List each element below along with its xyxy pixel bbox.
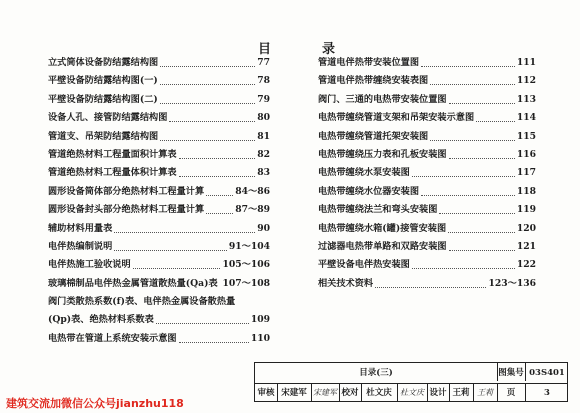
toc-entry-page: 78: [257, 75, 270, 87]
toc-entry-page: 117: [516, 167, 536, 179]
toc-entry-page: 113: [516, 93, 536, 105]
toc-entry-page: 115: [516, 130, 536, 142]
toc-entry-title: (Qp)表、绝热材料系数表: [48, 314, 154, 326]
dot-leader: [449, 250, 515, 251]
toc-entry-title: 平壁设备防结露结构图(一): [48, 75, 158, 87]
toc-entry-page: 123～136: [488, 277, 536, 289]
toc-entry-page: 77: [257, 57, 270, 68]
dot-leader: [133, 268, 220, 269]
toc-entry-title: 电伴热施工验收说明: [48, 259, 131, 271]
watermark-text: 建筑交流加微信公众号jianzhu118: [6, 397, 184, 410]
toc-entry: [48, 183, 270, 201]
dot-leader: [160, 84, 255, 85]
dot-leader: [448, 232, 515, 233]
toc-entry: [318, 72, 536, 90]
toc-entry-page: 114: [516, 112, 536, 124]
dot-leader: [430, 84, 515, 85]
toc-entry-title: 平壁设备防结露结构图(二): [48, 93, 158, 105]
toc-left-column: [48, 54, 270, 348]
page-number: 3: [544, 388, 550, 398]
reviewer-name: 宋建军: [281, 388, 307, 398]
dot-leader: [179, 158, 255, 159]
checker-name: 杜文庆: [366, 388, 392, 398]
dot-leader: [156, 323, 249, 324]
toc-entry: [318, 164, 536, 182]
dot-leader: [169, 121, 255, 122]
toc-entry: [318, 54, 536, 72]
toc-entry-title: 电热带缠绕水位器安装图: [318, 185, 420, 197]
toc-entry-page: 81: [257, 130, 270, 142]
dot-leader: [375, 287, 486, 288]
toc-entry: [48, 256, 270, 274]
toc-entry-title: 平壁设备电伴热安装图: [318, 259, 410, 271]
toc-entry: [318, 128, 536, 146]
toc-entry-page: 83: [257, 167, 270, 179]
design-label: 设计: [429, 388, 447, 398]
toc-entry-page: 119: [516, 204, 536, 216]
toc-entry-title: 圆形设备封头部分绝热材料工程量计算: [48, 204, 205, 216]
reviewer-signature: 宋建军: [313, 388, 337, 397]
designer-name: 王莉: [452, 388, 470, 398]
title-block: [254, 362, 568, 402]
dot-leader: [114, 232, 255, 233]
check-label: 校对: [341, 388, 359, 398]
toc-entry-title: 阀门类散热系数(f)表、电伴热金属设备散热量: [48, 296, 236, 308]
dot-leader: [160, 66, 255, 67]
toc-entry: [48, 330, 270, 348]
page-label: 页: [506, 388, 516, 398]
toc-entry: [318, 238, 536, 256]
toc-entry-page: 87～89: [235, 204, 270, 216]
toc-entry: [48, 72, 270, 90]
toc-entry: [318, 220, 536, 238]
dot-leader: [449, 158, 515, 159]
toc-entry-page: 111: [516, 57, 536, 68]
toc-entry: [48, 54, 270, 72]
toc-entry: [48, 109, 270, 127]
toc-entry-page: 82: [257, 148, 270, 160]
toc-entry: [318, 183, 536, 201]
toc-entry: [318, 109, 536, 127]
heading-left-char: 目: [258, 42, 274, 57]
dot-leader: [439, 213, 515, 214]
toc-entry-page: 80: [257, 112, 270, 124]
toc-entry-title: 电热带缠绕水泵安装图: [318, 167, 410, 179]
toc-entry-page: 110: [250, 332, 270, 344]
atlas-no-label: 图集号: [498, 368, 524, 378]
toc-entry: [48, 275, 270, 293]
toc-entry: [48, 238, 270, 256]
toc-entry-title: 电热带缠绕管道托架安装图: [318, 130, 429, 142]
toc-entry: [48, 201, 270, 219]
toc-entry-page: 120: [516, 222, 536, 234]
toc-entry: [318, 275, 536, 293]
toc-entry-title: 管道电伴热带安装位置图: [318, 57, 420, 68]
toc-entry-title: 相关技术资料: [318, 277, 374, 289]
toc-entry-page: 105～106: [222, 259, 270, 271]
toc-entry-page: 84～86: [235, 185, 270, 197]
dot-leader: [449, 103, 515, 104]
toc-entry-page: 121: [516, 240, 536, 252]
toc-entry: [48, 164, 270, 182]
toc-entry-title: 立式筒体设备防结露结构图: [48, 57, 159, 68]
toc-entry: [48, 220, 270, 238]
toc-entry-title: 阀门、三通的电热带安装位置图: [318, 93, 447, 105]
toc-entry: [48, 293, 270, 311]
dot-leader: [206, 213, 233, 214]
toc-entry: [318, 146, 536, 164]
heading-right-char: 录: [322, 42, 338, 57]
toc-entry-title: 管道电伴热带缠绕安装表图: [318, 75, 429, 87]
toc-entry-title: 电热带在管道上系统安装示意图: [48, 332, 177, 344]
toc-entry-page: 109: [250, 314, 270, 326]
toc-entry-title: 电热带缠绕水箱(罐)接管安装图: [318, 222, 447, 234]
review-label: 审核: [257, 388, 275, 398]
dot-leader: [412, 176, 515, 177]
toc-right-column: [318, 54, 536, 293]
dot-leader: [179, 342, 249, 343]
toc-entry-page: 112: [516, 75, 536, 87]
toc-entry-title: 玻璃棉制品电伴热金属管道散热量(Qa)表: [48, 277, 218, 289]
toc-entry: [48, 311, 270, 329]
dot-leader: [160, 103, 255, 104]
dot-leader: [421, 66, 515, 67]
toc-entry-title: 过滤器电热带单路和双路安装图: [318, 240, 447, 252]
toc-entry-title: 圆形设备筒体部分绝热材料工程量计算: [48, 185, 205, 197]
toc-entry: [318, 256, 536, 274]
designer-signature: 王莉: [477, 388, 493, 397]
dot-leader: [179, 176, 255, 177]
toc-entry-title: 管道绝热材料工程量面积计算表: [48, 148, 177, 160]
toc-entry: [48, 146, 270, 164]
toc-entry-page: 79: [257, 93, 270, 105]
checker-signature: 杜文庆: [400, 388, 424, 397]
toc-entry-page: 118: [516, 185, 536, 197]
toc-entry: [318, 91, 536, 109]
toc-entry-title: 设备人孔、接管防结露结构图: [48, 112, 168, 124]
toc-entry-title: 辅助材料用量表: [48, 222, 113, 234]
toc-entry-title: 电伴热编制说明: [48, 240, 113, 252]
dot-leader: [476, 121, 515, 122]
dot-leader: [412, 268, 515, 269]
toc-entry-title: 管道绝热材料工程量体积计算表: [48, 167, 177, 179]
dot-leader: [206, 195, 233, 196]
dot-leader: [421, 195, 515, 196]
toc-entry-page: 90: [257, 222, 270, 234]
toc-entry-title: 管道支、吊架防结露结构图: [48, 130, 159, 142]
toc-entry: [48, 128, 270, 146]
toc-entry-page: 91～104: [228, 240, 270, 252]
dot-leader: [114, 250, 227, 251]
toc-entry-page: 107～108: [222, 277, 270, 289]
toc-entry-page: 122: [516, 259, 536, 271]
toc-entry: [318, 201, 536, 219]
toc-entry-page: 116: [516, 148, 536, 160]
dot-leader: [430, 140, 515, 141]
toc-entry-title: 电热带缠绕管道支架和吊架安装示意图: [318, 112, 475, 124]
dot-leader: [160, 140, 255, 141]
title-block-title: 目录(三): [359, 368, 393, 378]
atlas-no: 03S401: [529, 368, 565, 378]
toc-entry: [48, 91, 270, 109]
toc-entry-title: 电热带缠绕压力表和孔板安装图: [318, 148, 447, 160]
toc-entry-title: 电热带缠绕法兰和弯头安装图: [318, 204, 438, 216]
